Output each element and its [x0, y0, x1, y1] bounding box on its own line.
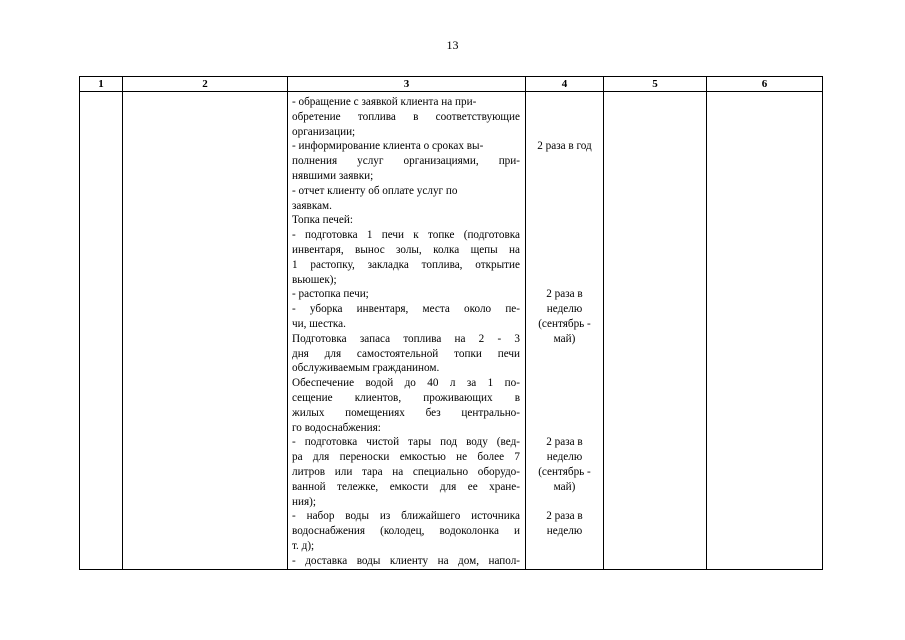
- frequency-spacer: [528, 273, 601, 288]
- content-line: т. д);: [292, 539, 315, 552]
- cell-col6: [707, 92, 823, 570]
- frequency-spacer: [528, 169, 601, 184]
- content-line: инвентаря, вынос золы, колка щепы на: [292, 243, 520, 256]
- service-content-text: [288, 92, 525, 569]
- frequency-line: май): [553, 332, 576, 345]
- header-cell-6: 6: [707, 77, 823, 92]
- frequency-spacer: [528, 347, 601, 362]
- content-line: организации;: [292, 125, 356, 138]
- frequency-spacer: [528, 184, 601, 199]
- content-line: - подготовка 1 печи к топке (подготовка: [292, 229, 520, 242]
- content-line: нявшими заявки;: [292, 169, 374, 182]
- content-line: полнения услуг организациями, при-: [292, 155, 520, 168]
- content-line: жилых помещениях без центрально-: [292, 406, 520, 419]
- content-line: ра для переноски емкостью не более 7: [292, 451, 520, 464]
- content-line: - набор воды из ближайшего источника: [292, 510, 520, 523]
- frequency-spacer: [528, 110, 601, 125]
- frequency-spacer: [528, 213, 601, 228]
- frequency-spacer: [528, 376, 601, 391]
- cell-col5: [604, 92, 707, 570]
- content-line: - доставка воды клиенту на дом, напол-: [292, 554, 520, 567]
- cell-service-content: [288, 92, 526, 570]
- content-line: 1 растопку, закладка топлива, открытие: [292, 258, 520, 271]
- content-line: ния);: [292, 495, 316, 508]
- frequency-spacer: [528, 406, 601, 421]
- content-line: заявкам.: [292, 199, 332, 212]
- page-number: 13: [446, 38, 459, 52]
- header-cell-2: 2: [123, 77, 288, 92]
- content-line: Топка печей:: [292, 214, 353, 227]
- header-cell-3: 3: [288, 77, 526, 92]
- frequency-spacer: [528, 421, 601, 436]
- frequency-line: неделю: [546, 451, 583, 464]
- frequency-spacer: [528, 154, 601, 169]
- cell-frequency: [526, 92, 604, 570]
- header-row: [80, 77, 823, 92]
- frequency-line: 2 раза в: [546, 510, 583, 523]
- header-cell-4: 4: [526, 77, 604, 92]
- content-line: Обеспечение водой до 40 л за 1 по-: [292, 377, 520, 390]
- content-line: обслуживаемым гражданином.: [292, 362, 440, 375]
- content-line: литров или тара на специально оборудо-: [292, 465, 520, 478]
- frequency-spacer: [528, 539, 601, 554]
- frequency-line: 2 раза в год: [537, 140, 592, 153]
- frequency-line: май): [553, 480, 576, 493]
- frequency-spacer: [528, 554, 601, 569]
- cell-number: [80, 92, 123, 570]
- content-line: - обращение с заявкой клиента на при-: [292, 96, 477, 108]
- frequency-line: неделю: [546, 303, 583, 316]
- content-line: Подготовка запаса топлива на 2 - 3: [292, 332, 520, 345]
- content-line: го водоснабжения:: [292, 421, 381, 434]
- frequency-spacer: [528, 258, 601, 273]
- frequency-text: [526, 92, 603, 569]
- content-line: сещение клиентов, проживающих в: [292, 391, 520, 404]
- frequency-spacer: [528, 243, 601, 258]
- services-table: [79, 76, 823, 570]
- content-line: чи, шестка.: [292, 317, 346, 330]
- frequency-spacer: [528, 495, 601, 510]
- content-line: - информирование клиента о сроках вы-: [292, 140, 484, 153]
- frequency-spacer: [528, 228, 601, 243]
- frequency-line: (сентябрь -: [538, 317, 591, 330]
- content-line: обретение топлива в соответствующие: [292, 110, 520, 123]
- frequency-spacer: [528, 199, 601, 214]
- content-line: - подготовка чистой тары под воду (вед-: [292, 436, 520, 449]
- header-cell-1: 1: [80, 77, 123, 92]
- frequency-line: (сентябрь -: [538, 465, 591, 478]
- frequency-spacer: [528, 125, 601, 140]
- content-line: - уборка инвентаря, места около пе-: [292, 303, 520, 316]
- frequency-spacer: [528, 361, 601, 376]
- frequency-line: 2 раза в: [546, 288, 583, 301]
- frequency-line: неделю: [546, 525, 583, 538]
- cell-service-name: [123, 92, 288, 570]
- content-line: ванной тележке, емкости для ее хране-: [292, 480, 520, 493]
- table-row: [80, 92, 823, 570]
- content-line: дня для самостоятельной топки печи: [292, 347, 520, 360]
- content-line: - растопка печи;: [292, 288, 369, 301]
- header-cell-5: 5: [604, 77, 707, 92]
- content-line: - отчет клиенту об оплате услуг по: [292, 184, 458, 197]
- frequency-spacer: [528, 391, 601, 406]
- frequency-spacer: [528, 95, 601, 110]
- content-line: вьюшек);: [292, 273, 337, 286]
- content-line: водоснабжения (колодец, водоколонка и: [292, 525, 520, 538]
- frequency-line: 2 раза в: [546, 436, 583, 449]
